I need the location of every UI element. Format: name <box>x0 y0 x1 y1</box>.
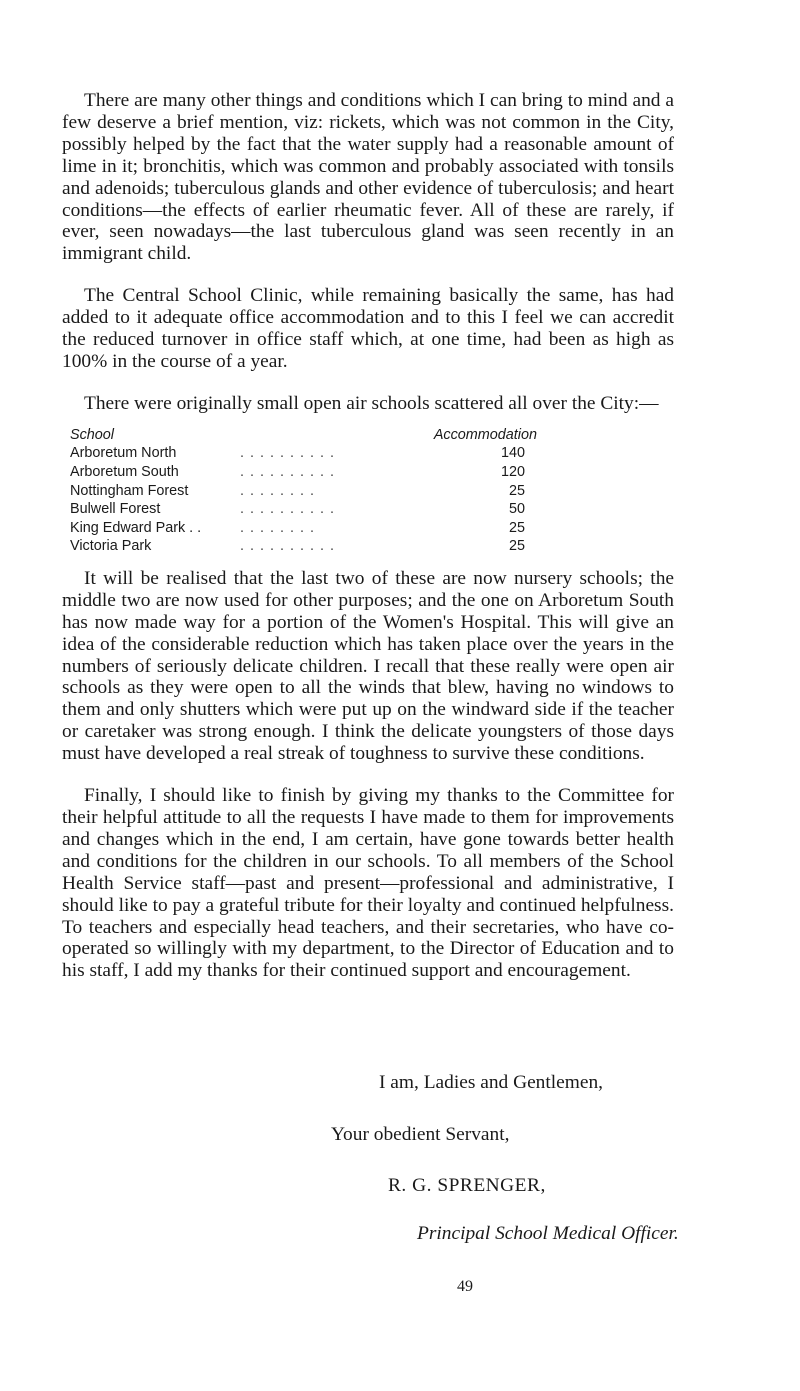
paragraph-realisation: It will be realised that the last two of these are now nursery schools; the middle two are now used for other purposes; and the one on Arboretum South has now made way for a portion of the Women's Hospital. This will give an idea of the considerable reduction which has taken place over the years in the numbers of seriously delicate children. I recall that these really were open air schools as they were open to all the winds that blew, having no windows to them and only shutters which were put up on the windward side if the teacher or caretaker was strong enough. I think the delicate youngsters of those days must have developed a real streak of toughness to survive these conditions. <box>62 567 674 765</box>
school-name: Arboretum North <box>70 445 177 462</box>
table-row <box>70 444 537 463</box>
header-accommodation: Accommodation <box>433 426 537 443</box>
leader-dots: . . . . . . . . <box>240 519 315 536</box>
table-header-row <box>70 426 537 445</box>
table-row <box>70 463 537 482</box>
page-number: 49 <box>457 1278 473 1295</box>
leader-dots: . . . . . . . . . . <box>240 538 335 555</box>
signatory-title: Principal School Medical Officer. <box>417 1223 679 1244</box>
accommodation-value: 120 <box>500 463 525 480</box>
table-row <box>70 500 537 519</box>
leader-dots: . . . . . . . . . . <box>240 501 335 518</box>
school-name: King Edward Park . . <box>70 519 202 536</box>
leader-dots: . . . . . . . . . . <box>240 445 335 462</box>
open-air-schools-table <box>70 426 537 556</box>
valediction: Your obedient Servant, <box>331 1124 510 1145</box>
school-name: Arboretum South <box>70 463 179 480</box>
signatory-name: R. G. SPRENGER, <box>388 1175 546 1196</box>
table-row <box>70 537 537 556</box>
leader-dots: . . . . . . . . . . <box>240 463 335 480</box>
table-row <box>70 482 537 501</box>
school-name: Victoria Park <box>70 538 152 555</box>
accommodation-value: 50 <box>508 501 525 518</box>
school-name: Nottingham Forest <box>70 482 189 499</box>
leader-dots: . . . . . . . . <box>240 482 315 499</box>
paragraph-central-clinic: The Central School Clinic, while remaining basically the same, has had added to it adequate office accommodation and to this I feel we can accredit the reduced turnover in office staff which, at one time, had been as high as 100% in the course of a year. <box>62 285 674 372</box>
document-page <box>62 90 679 1295</box>
paragraph-open-air-intro: There were originally small open air schools scattered all over the City:— <box>84 392 659 414</box>
accommodation-value: 25 <box>508 482 525 499</box>
accommodation-value: 25 <box>508 519 525 536</box>
paragraph-thanks: Finally, I should like to finish by giving my thanks to the Committee for their helpful attitude to all the requests I have made to them for improvements and changes which in the end, I am certain, have gone towards better health and conditions for the children in our schools. To all members of the School Health Service staff—past and present—professional and administrative, I should like to pay a grateful tribute for their loyalty and continued helpfulness. To teachers and especially head teachers, and their secretaries, who have co-operated so willingly with my department, to the Director of Education and to his staff, I add my thanks for their continued support and encouragement. <box>62 785 674 982</box>
header-school: School <box>70 426 115 443</box>
salutation: I am, Ladies and Gentlemen, <box>379 1072 603 1093</box>
school-name: Bulwell Forest <box>70 501 161 518</box>
table-row <box>70 519 537 538</box>
accommodation-value: 25 <box>508 538 525 555</box>
accommodation-value: 140 <box>500 445 525 462</box>
paragraph-conditions: There are many other things and conditions which I can bring to mind and a few deserve a brief mention, viz: rickets, which was not common in the City, possibly helped by the fact that the water supply had a reasonable amount of lime in it; bronchitis, which was common and probably associated with tonsils and adenoids; tuberculous glands and other evidence of tuberculosis; and heart conditions—the effects of earlier rheumatic fever. All of these are rarely, if ever, seen nowadays—the last tuberculous gland was seen recently in an immigrant child. <box>62 90 674 265</box>
